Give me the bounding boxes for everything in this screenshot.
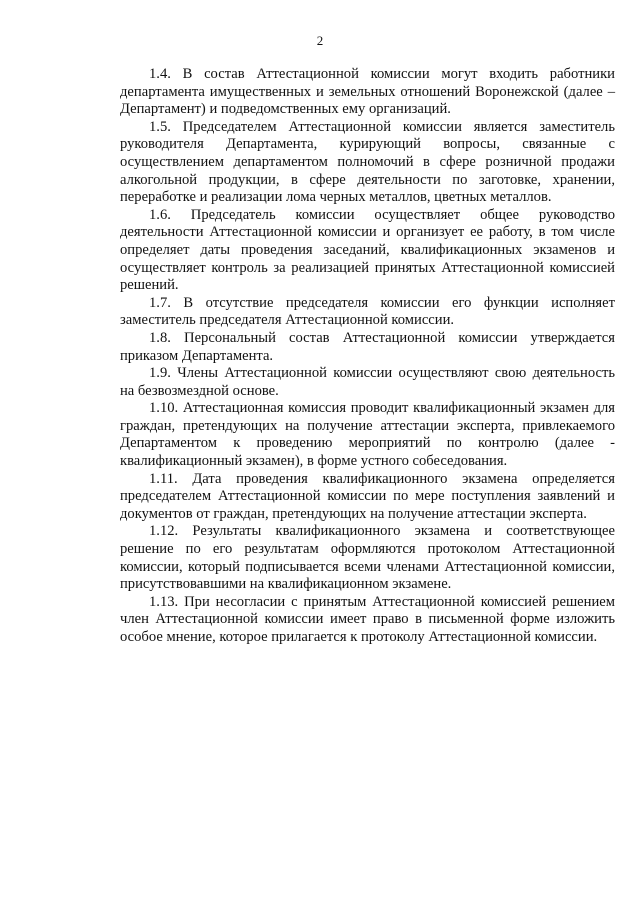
paragraph-1-13: 1.13. При несогласии с принятым Аттестационной комиссией решением член Аттестационной комиссии имеет право в письменной форме изложить особое мнение, которое прилагается к протоколу Аттестационной комиссии. — [120, 593, 615, 645]
paragraph-1-9: 1.9. Члены Аттестационной комиссии осуществляют свою деятельность на безвозмездной основе. — [120, 365, 615, 399]
paragraph-1-6: 1.6. Председатель комиссии осуществляет общее руководство деятельности Аттестационной комиссии и организует ее работу, в том числе определяет даты проведения заседаний, квалификационных экзаменов и осуществляет контроль за реализацией принятых Аттестационной комиссией решений. — [120, 206, 615, 294]
paragraph-1-8: 1.8. Персональный состав Аттестационной комиссии утверждается приказом Департамента. — [120, 329, 615, 364]
paragraph-1-12: 1.12. Результаты квалификационного экзамена и соответствующее решение по его результатам оформляются протоколом Аттестационной комиссии, который подписывается всеми членами Аттестационной комиссии, присутствовавшими на квалификационном экзамене. — [120, 523, 615, 593]
paragraph-1-10: 1.10. Аттестационная комиссия проводит квалификационный экзамен для граждан, претендующих на получение аттестации эксперта, привлекаемого Департаментом к проведению мероприятий по контролю (далее - квалификационный экзамен), в форме устного собеседования. — [120, 400, 615, 470]
paragraph-1-7: 1.7. В отсутствие председателя комиссии его функции исполняет заместитель председателя Аттестационной комиссии. — [120, 294, 615, 329]
paragraph-1-4: 1.4. В состав Аттестационной комиссии могут входить работники департамента имущественных и земельных отношений Воронежской (далее – Департамент) и подведомственных ему организаций. — [120, 66, 615, 118]
paragraph-1-11: 1.11. Дата проведения квалификационного экзамена определяется председателем Аттестационной комиссии по мере поступления заявлений и документов от граждан, претендующих на получение аттестации эксперта. — [120, 470, 615, 522]
paragraph-1-5: 1.5. Председателем Аттестационной комиссии является заместитель руководителя Департамента, курирующий вопросы, связанные с осуществлением департаментом полномочий в сфере розничной продажи алкогольной продукции, в сфере деятельности по заготовке, хранении, переработке и реализации лома черных металлов, цветных металлов. — [120, 118, 615, 206]
page-number: 2 — [316, 33, 324, 48]
document-body — [120, 66, 615, 647]
